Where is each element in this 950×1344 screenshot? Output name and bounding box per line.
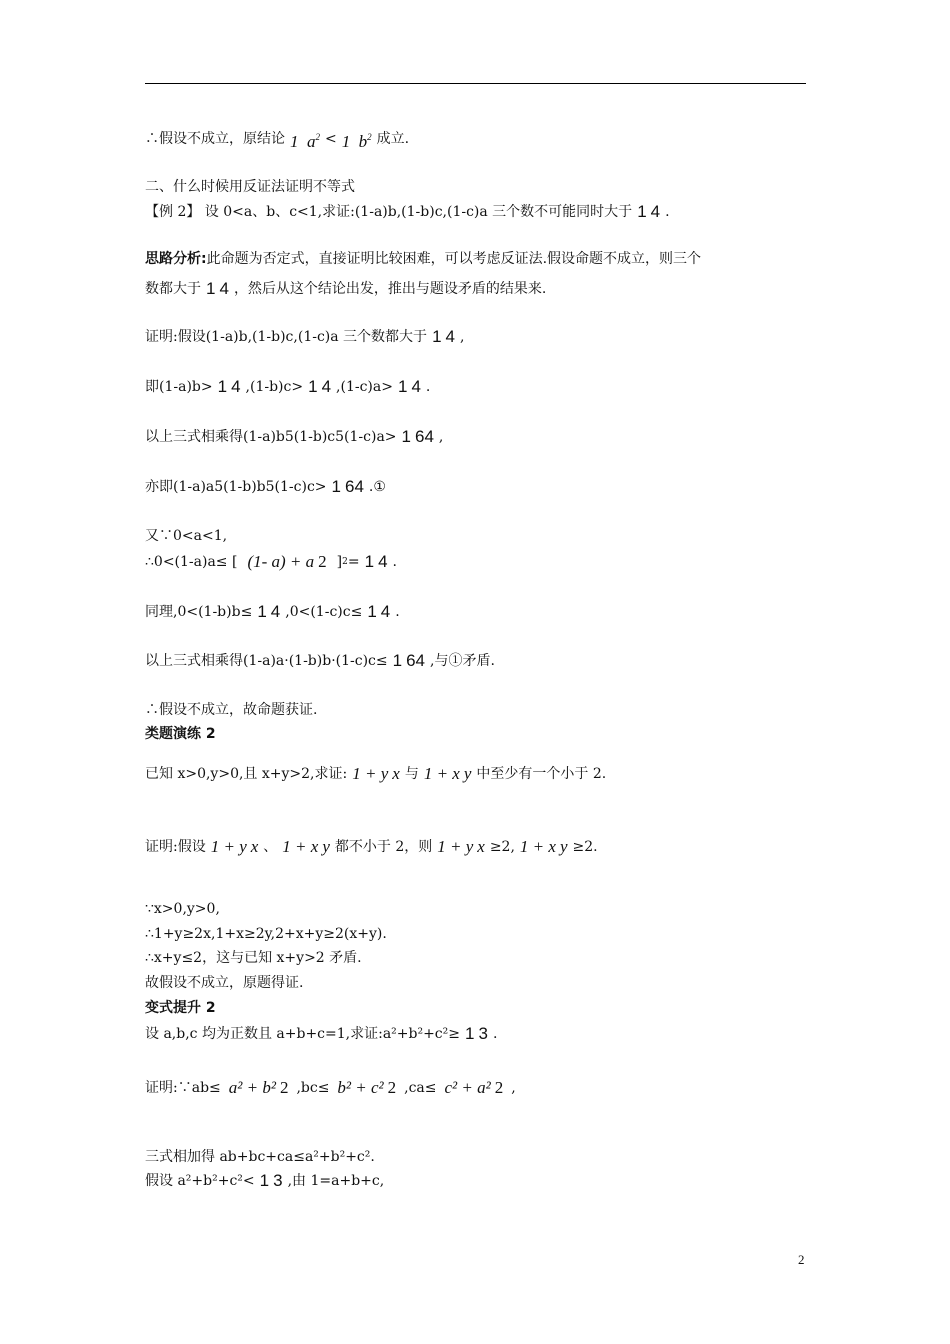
fraction-mean: (1- a) + a 2 bbox=[247, 552, 327, 571]
page-number: 2 bbox=[798, 1252, 805, 1267]
exercise-proof-line: ∴x+y≤2，这与已知 x+y>2 矛盾. bbox=[145, 950, 362, 966]
example-2-statement: 【例 2】 设 0<a、b、c<1,求证:(1-a)b,(1-b)c,(1-c)a 三个数不可能同时大于 1 4 . bbox=[145, 202, 670, 221]
proof-contradiction: 以上三式相乘得(1-a)a·(1-b)b·(1-c)c≤ 1 64 ,与①矛盾. bbox=[145, 651, 495, 670]
proof-conclusion: ∴假设不成立，故命题获证. bbox=[145, 702, 318, 718]
fraction-1-64: 1 64 bbox=[401, 427, 434, 446]
fraction-a2b2: a² + b² 2 bbox=[228, 1078, 289, 1097]
analysis-line: 思路分析: 此命题为否定式，直接证明比较困难，可以考虑反证法.假设命题不成立，则三个 bbox=[145, 251, 702, 267]
analysis-line-2: 数都大于 1 4 ，然后从这个结论出发，推出与题设矛盾的结果来. bbox=[145, 279, 547, 298]
proof-assumption: 证明:假设(1-a)b,(1-b)c,(1-c)a 三个数都大于 1 4 , bbox=[145, 327, 465, 346]
header-rule bbox=[145, 83, 806, 84]
variation-heading: 变式提升 2 bbox=[145, 1000, 216, 1016]
fraction-1-4: 1 4 bbox=[432, 327, 455, 346]
fraction-1y-over-x: 1 + y x bbox=[352, 764, 400, 783]
fraction-1x-over-y: 1 + x y bbox=[282, 837, 330, 856]
section-heading: 二、什么时候用反证法证明不等式 bbox=[145, 179, 355, 195]
fraction-1y-over-x: 1 + y x bbox=[437, 837, 485, 856]
variation-proof: 证明:∵ab≤ a² + b² 2 ,bc≤ b² + c² 2 ,ca≤ c² + a² 2 , bbox=[145, 1078, 516, 1097]
proof-product-rearranged: 亦即(1-a)a5(1-b)b5(1-c)c> 1 64 .① bbox=[145, 477, 386, 496]
fraction-1-4: 1 4 bbox=[637, 202, 661, 221]
exercise-statement: 已知 x>0,y>0,且 x+y>2,求证: 1 + y x 与 1 + x y 中至少有一个小于 2. bbox=[145, 764, 607, 783]
fraction-1-4: 1 4 bbox=[257, 602, 281, 621]
fraction-c2a2: c² + a² 2 bbox=[444, 1078, 504, 1097]
fraction-1-4: 1 4 bbox=[367, 602, 391, 621]
fraction-1-4: 1 4 bbox=[217, 377, 241, 396]
exercise-proof-line: ∴1+y≥2x,1+x≥2y,2+x+y≥2(x+y). bbox=[145, 926, 387, 942]
fraction-1-64: 1 64 bbox=[392, 651, 426, 670]
exercise-proof-conclusion: 故假设不成立，原题得证. bbox=[145, 975, 304, 991]
fraction-b2c2: b² + c² 2 bbox=[337, 1078, 397, 1097]
proof-similarly: 同理,0<(1-b)b≤ 1 4 ,0<(1-c)c≤ 1 4 . bbox=[145, 602, 400, 621]
fraction-1-64: 1 64 bbox=[331, 477, 364, 496]
exercise-heading: 类题演练 2 bbox=[145, 726, 216, 742]
fraction-1-4: 1 4 bbox=[397, 377, 421, 396]
fraction-1-over-b2: 1 $b^2$ bbox=[341, 131, 372, 151]
fraction-1-4: 1 4 bbox=[364, 552, 388, 571]
fraction-1x-over-y: 1 + x y bbox=[423, 764, 472, 783]
conclusion-line: ∴假设不成立，原结论 1 $a^2$ < 1 $b^2$ 成立. bbox=[145, 127, 409, 152]
fraction-1-3: 1 3 bbox=[259, 1171, 283, 1190]
fraction-1-4: 1 4 bbox=[308, 377, 332, 396]
fraction-1-over-a2: 1 $a^2$ bbox=[290, 131, 320, 151]
proof-line: 又∵0<a<1, bbox=[145, 528, 228, 544]
fraction-1y-over-x: 1 + y x bbox=[210, 837, 259, 856]
proof-inequalities: 即(1-a)b> 1 4 ,(1-b)c> 1 4 ,(1-c)a> 1 4 . bbox=[145, 377, 431, 396]
proof-am-gm: ∴0<(1-a)a≤ [ (1- a) + a 2 ] 2 = 1 4 . bbox=[145, 552, 397, 571]
variation-proof-assumption: 假设 a²+b²+c²< 1 3 ,由 1=a+b+c, bbox=[145, 1171, 385, 1190]
exercise-proof-assumption: 证明:假设 1 + y x 、 1 + x y 都不小于 2，则 1 + y x ≥2, 1 + x y ≥2. bbox=[145, 837, 598, 856]
variation-proof-line: 三式相加得 ab+bc+ca≤a²+b²+c². bbox=[145, 1149, 375, 1165]
proof-product: 以上三式相乘得(1-a)b5(1-b)c5(1-c)a> 1 64 , bbox=[145, 427, 444, 446]
fraction-1-4: 1 4 bbox=[206, 279, 229, 298]
variation-statement: 设 a,b,c 均为正数且 a+b+c=1,求证:a²+b²+c²≥ 1 3 . bbox=[145, 1024, 498, 1043]
fraction-1x-over-y: 1 + x y bbox=[519, 837, 568, 856]
fraction-1-3: 1 3 bbox=[465, 1024, 488, 1043]
exercise-proof-line: ∵x>0,y>0, bbox=[145, 901, 220, 917]
